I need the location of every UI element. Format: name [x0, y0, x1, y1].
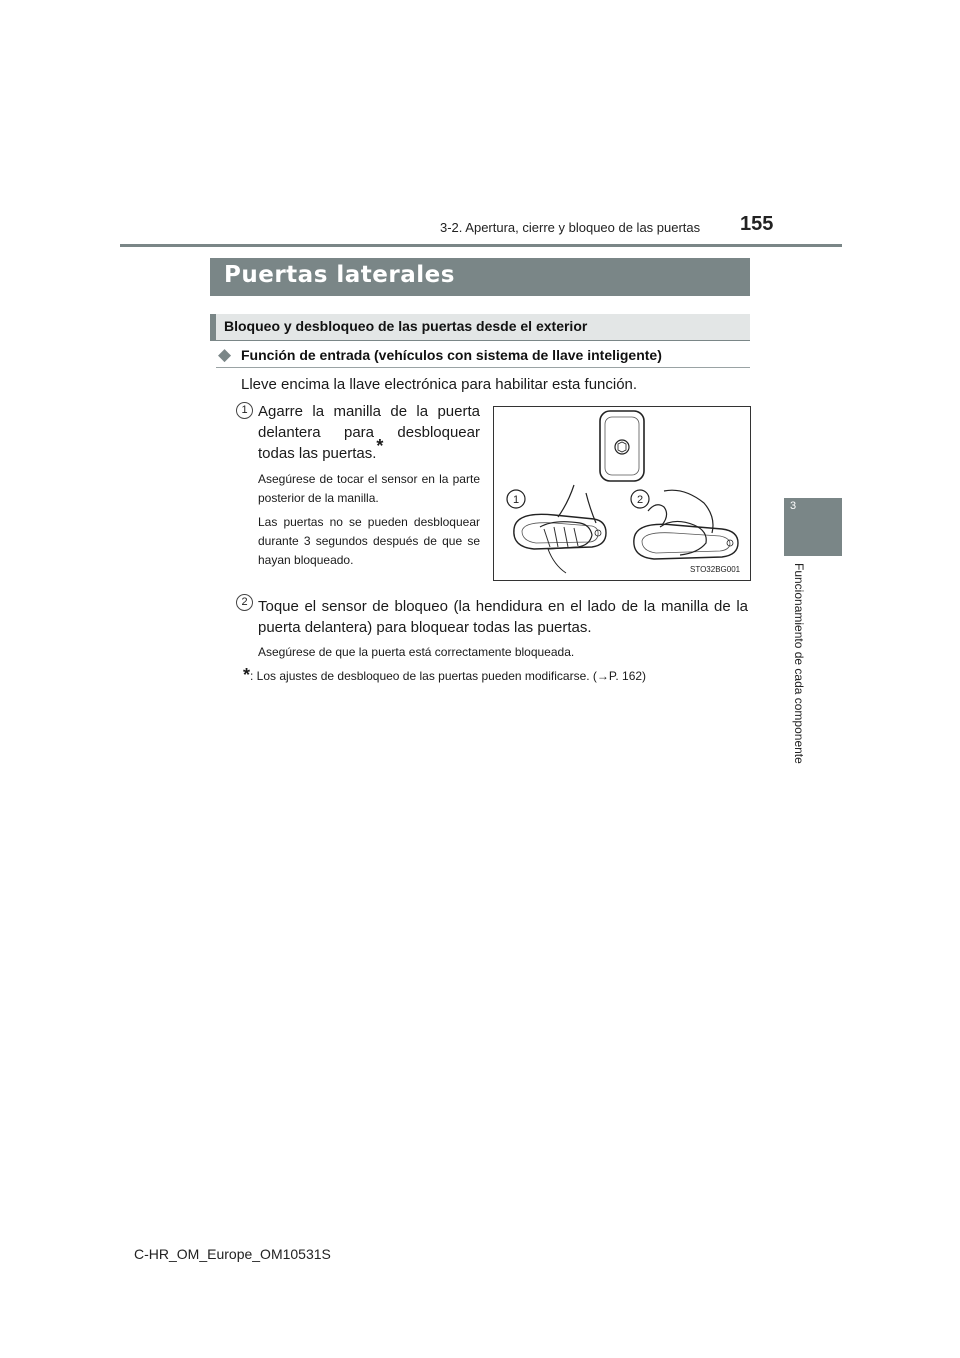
step-1-note-1: Asegúrese de tocar el sensor en la parte posterior de la manilla.	[258, 472, 480, 505]
feature-divider	[216, 367, 750, 368]
section-title: Puertas laterales	[224, 262, 455, 288]
door-handle-illustration	[493, 406, 751, 581]
smart-key-icon	[600, 411, 644, 481]
subsection-title: Bloqueo y desbloqueo de las puertas desde el exterior	[224, 318, 588, 334]
header-divider	[120, 244, 842, 247]
diamond-bullet-icon: ◆	[218, 345, 232, 364]
step-2-text: Toque el sensor de bloqueo (la hendidura en el lado de la manilla de la puerta delantera) para bloquear todas las puertas.	[258, 598, 748, 636]
door-handle-unlock	[507, 485, 606, 573]
step-number-1: 1	[236, 402, 253, 419]
figure-label-1: 1	[512, 494, 520, 506]
door-handle-drawing	[494, 407, 750, 580]
subsection-divider	[210, 340, 750, 341]
running-header-section: 3-2. Apertura, cierre y bloqueo de las puertas	[440, 220, 701, 235]
footnote-text: : Los ajustes de desbloqueo de las puertas pueden modificarse. (→P. 162)	[250, 669, 647, 683]
figure-label-2: 2	[636, 494, 644, 506]
step-2-note-1: Asegúrese de que la puerta está correctamente bloqueada.	[258, 645, 575, 659]
footnote	[243, 665, 646, 686]
step-1-text	[258, 401, 480, 464]
door-handle-lock	[631, 490, 738, 559]
figure-code: STO32BG001	[690, 565, 741, 574]
intro-text: Lleve encima la llave electrónica para habilitar esta función.	[241, 376, 638, 393]
chapter-tab-number: 3	[789, 500, 797, 512]
page-number: 155	[740, 213, 774, 235]
step-1-note-2: Las puertas no se pueden desbloquear durante 3 segundos después de que se hayan bloqueado.	[258, 515, 480, 567]
subsection-accent	[210, 314, 216, 340]
feature-title: Función de entrada (vehículos con sistema de llave inteligente)	[241, 347, 662, 363]
chapter-tab-label: Funcionamiento de cada componente	[792, 563, 806, 764]
step-1-footnote-marker: *	[376, 436, 384, 456]
step-number-2: 2	[236, 594, 253, 611]
document-id: C-HR_OM_Europe_OM10531S	[134, 1246, 331, 1262]
step-1-body: Agarre la manilla de la puerta delantera para desbloquear todas las puertas.	[258, 403, 480, 462]
footnote-marker: *	[243, 665, 251, 685]
